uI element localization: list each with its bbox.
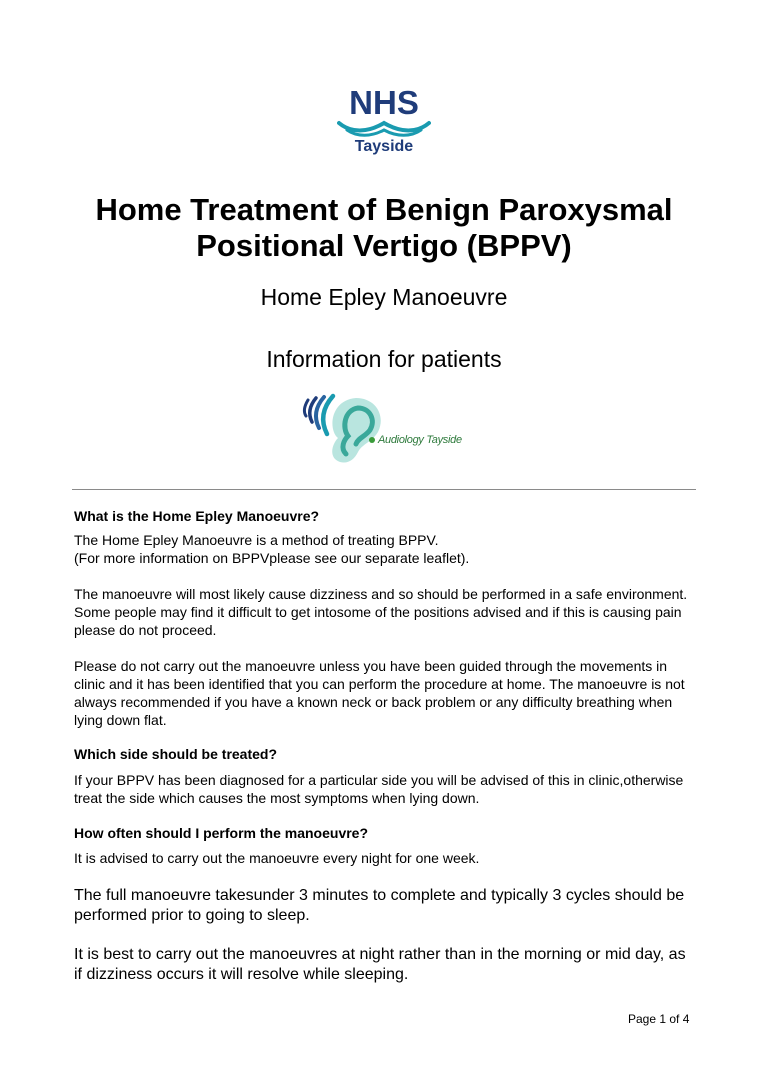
section-3-para-1: It is advised to carry out the manoeuvre every night for one week. [74,850,480,866]
section-1-para-2: The manoeuvre will most likely cause dizziness and so should be performed in a safe environment. Some people may find it difficult to get intosome of the positions advised and if this is causing pain please do not proceed. [74,586,688,638]
page-title-line-1: Home Treatment of Benign Paroxysmal [95,192,673,227]
section-2-para-1: If your BPPV has been diagnosed for a particular side you will be advised of this in clinic,otherwise treat the side which causes the most symptoms when lying down. [74,772,684,806]
audiology-logo-text: Audiology Tayside [378,434,462,446]
page-title-line-2: Positional Vertigo (BPPV) [196,228,572,263]
page-number: Page 1 of 4 [628,1012,690,1026]
nhs-wave-icon [337,117,431,139]
section-1-para-1-line-1: The Home Epley Manoeuvre is a method of treating BPPV. [74,532,439,548]
audiology-tayside-logo [298,388,478,470]
section-3-para-2: The full manoeuvre takesunder 3 minutes to complete and typically 3 cycles should be performed prior to going to sleep. [74,887,685,924]
section-1-para-3: Please do not carry out the manoeuvre unless you have been guided through the movements in clinic and it has been identified that you can perform the procedure at home. The manoeuvre is not always recommended if you have a known neck or back problem or any difficulty breathing when lying down flat. [74,658,685,728]
section-heading-how-often: How often should I perform the manoeuvre? [74,825,369,841]
audience-label: Information for patients [266,346,502,372]
page-subtitle: Home Epley Manoeuvre [260,284,508,310]
section-heading-what: What is the Home Epley Manoeuvre? [74,508,320,524]
section-heading-which-side: Which side should be treated? [74,746,278,762]
nhs-tayside-logo [334,86,434,160]
section-1-para-1-line-2: (For more information on BPPVplease see our separate leaflet). [74,550,470,566]
section-divider [72,489,696,490]
nhs-logo-text: NHS [349,84,419,121]
nhs-logo-region: Tayside [354,138,414,155]
ear-sound-icon [298,388,388,470]
section-3-para-3: It is best to carry out the manoeuvres at night rather than in the morning or mid day, as if dizziness occurs it will resolve while sleeping. [74,946,686,983]
